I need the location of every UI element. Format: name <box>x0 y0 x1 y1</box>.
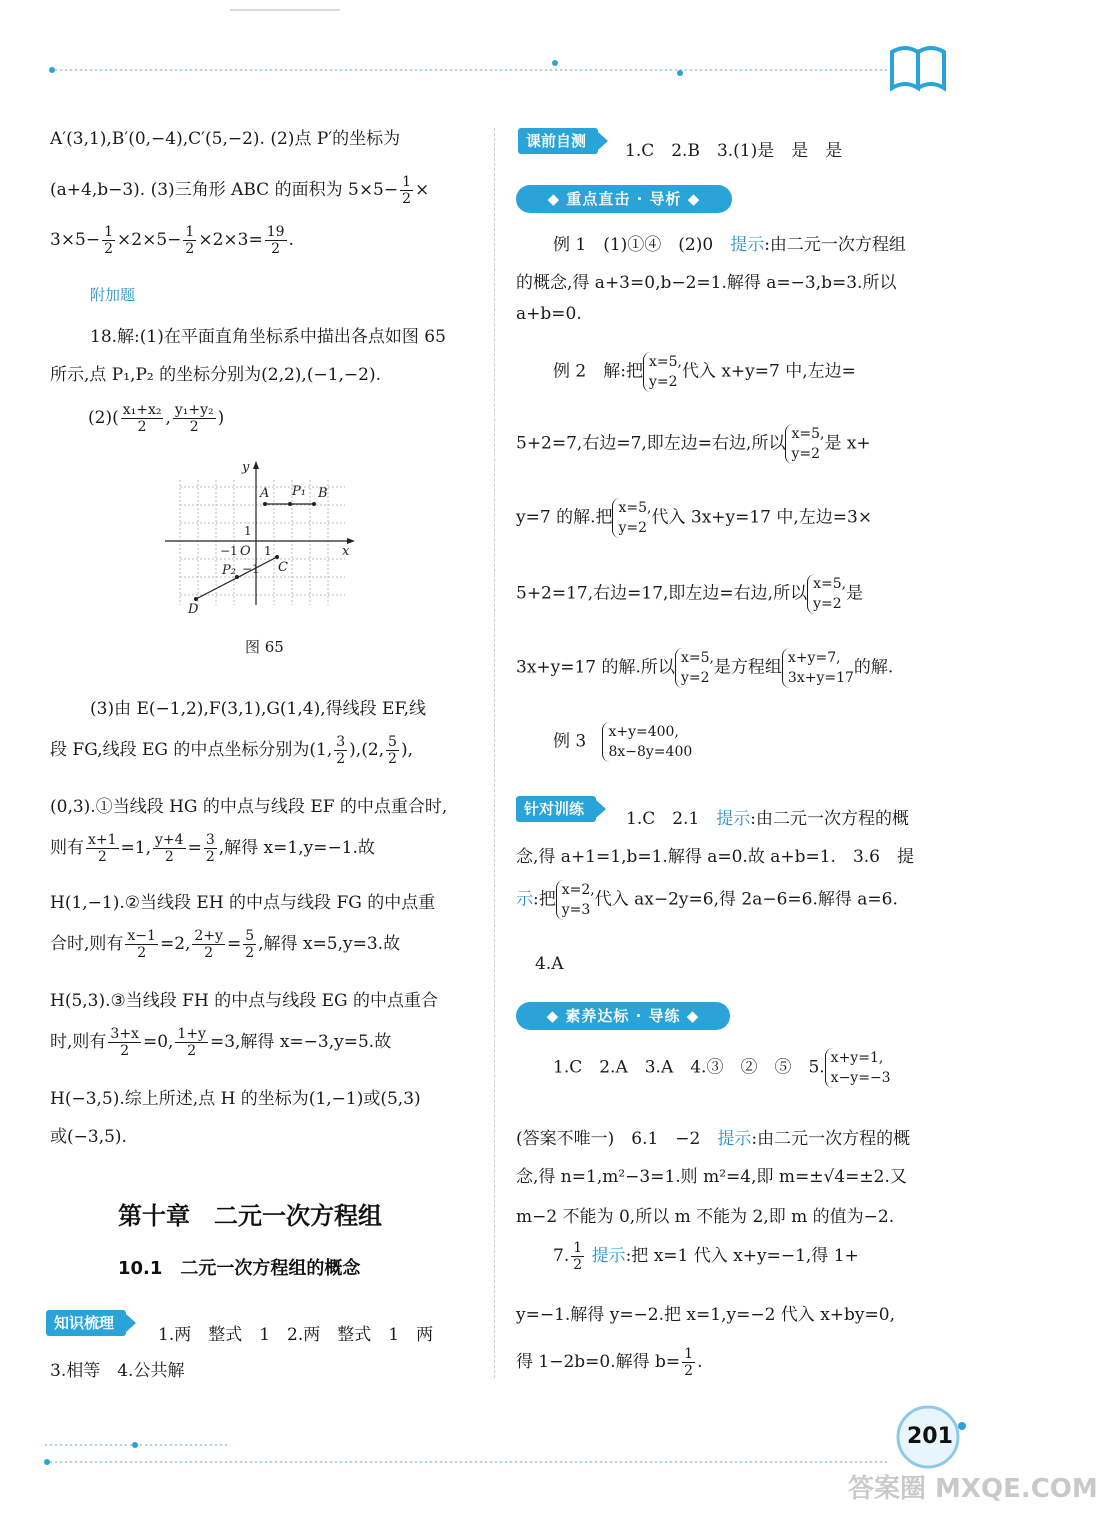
text: = <box>226 934 242 954</box>
equation-system: x=5, y=2 <box>675 648 714 688</box>
equation-system: x=2, y=3 <box>556 880 595 920</box>
hint-label: 提示 <box>716 809 751 829</box>
text: =1, <box>120 838 152 858</box>
q18-line-2: 所示,点 P₁,P₂ 的坐标分别为(2,2),(−1,−2). <box>50 365 382 385</box>
text: :由二元一次方程组 <box>764 235 906 255</box>
p3-line-9: H(−3,5).综上所述,点 H 的坐标为(1,−1)或(5,3) <box>50 1089 421 1109</box>
p3-line-4 <box>50 832 375 865</box>
fraction: $\frac{2+y}{2}$ <box>194 928 223 961</box>
hint-label: 提示 <box>591 1246 626 1266</box>
text: 是方程组 <box>713 657 782 678</box>
fraction: $\frac{5}{2}$ <box>245 928 255 961</box>
text: ,解得 x=1,y=−1.故 <box>218 838 375 858</box>
text: =2, <box>159 934 191 954</box>
fraction: $\frac{1}{2}$ <box>402 174 412 207</box>
hint-label: 提示 <box>717 1129 752 1149</box>
ex1-line-3: a+b=0. <box>516 304 582 324</box>
text: 的解. <box>853 657 894 678</box>
lit-line-2 <box>516 1124 910 1149</box>
hint-label: 示 <box>516 889 533 910</box>
text: ),(2, <box>349 740 385 760</box>
text: :把 x=1 代入 x+y=−1,得 1+ <box>625 1246 859 1266</box>
train-line-3 <box>516 880 898 920</box>
lit-line-7 <box>516 1346 702 1379</box>
text: 1.C 2.A 3.A 4.③ ② ⑤ 5. <box>553 1057 825 1078</box>
fraction: $\frac{1+y}{2}$ <box>177 1026 206 1059</box>
point-b <box>312 502 316 506</box>
ex2-line-3 <box>516 498 872 538</box>
text: 代入 ax−2y=6,得 2a−6=6.解得 a=6. <box>594 889 898 910</box>
tick-y-pos: 1 <box>244 524 252 538</box>
p3-line-10: 或(−3,5). <box>50 1127 127 1147</box>
lit-line-4: m−2 不能为 0,所以 m 不能为 2,即 m 的值为−2. <box>516 1207 895 1227</box>
text: =0, <box>142 1032 174 1052</box>
text: 是 x+ <box>824 433 871 454</box>
lit-line-6: y=−1.解得 y=−2.把 x=1,y=−2 代入 x+by=0, <box>516 1305 895 1325</box>
equation-system: x=5, y=2 <box>807 574 846 614</box>
p3-line-1: (3)由 E(−1,2),F(3,1),G(1,4),得线段 EF,线 <box>90 699 426 719</box>
lit-line-3: 念,得 n=1,m²−3=1.则 m²=4,即 m=±√4=±2.又 <box>516 1167 907 1187</box>
fraction: $\frac{3+x}{2}$ <box>110 1026 139 1059</box>
label-d: D <box>188 602 199 617</box>
tick-y-neg: −1 <box>242 562 260 576</box>
text: 代入 x+y=7 中,左边= <box>681 361 856 382</box>
label-a: A <box>260 486 270 501</box>
ex3 <box>553 722 692 762</box>
fraction: $\frac{5}{2}$ <box>388 734 397 767</box>
tag-pre-test: 课前自测 <box>518 128 598 154</box>
knowledge-line-2: 3.相等 4.公共解 <box>50 1361 185 1381</box>
figure-caption: 图 65 <box>245 638 284 656</box>
text: 是 <box>846 583 864 604</box>
text: 3×5− <box>50 230 101 250</box>
text: y=7 的解.把 <box>516 507 613 528</box>
equation-system: x=5, y=2 <box>643 352 682 392</box>
ex2-line-2 <box>516 424 871 464</box>
tag-training: 针对训练 <box>516 796 596 822</box>
ex1-line-2: 的概念,得 a+3=0,b−2=1.解得 a=−3,b=3.所以 <box>516 273 897 293</box>
ex2-line-5 <box>516 648 893 688</box>
equation-system: x+y=7, 3x+y=17 <box>782 648 854 688</box>
text: 时,则有 <box>50 1032 107 1052</box>
section-title: 10.1 二元一次方程组的概念 <box>118 1258 361 1279</box>
coordinate-figure <box>160 455 370 620</box>
extra-label: 附加题 <box>90 286 136 304</box>
text: 代入 3x+y=17 中,左边=3× <box>651 507 873 528</box>
text: 则有 <box>50 838 84 858</box>
tag-knowledge: 知识梳理 <box>46 1310 126 1336</box>
text: 得 1−2b=0.解得 b= <box>516 1352 681 1372</box>
book-icon <box>892 48 944 88</box>
text: (答案不唯一) 6.1 −2 <box>516 1129 718 1149</box>
equation-system: x=5, y=2 <box>785 424 824 464</box>
text: ), <box>400 740 414 760</box>
train-line-1 <box>626 804 909 829</box>
text: 5+2=7,右边=7,即左边=右边,所以 <box>516 433 786 454</box>
text: 1.C 2.1 <box>626 809 717 829</box>
fraction: $\frac{3}{2}$ <box>205 832 215 865</box>
knowledge-line-1: 1.两 整式 1 2.两 整式 1 两 <box>158 1325 434 1345</box>
x-axis-label: x <box>342 544 350 559</box>
point-a <box>263 502 267 506</box>
fraction: $\frac{3}{2}$ <box>336 734 346 767</box>
chapter-title: 第十章 二元一次方程组 <box>118 1202 382 1230</box>
tick-x-pos: 1 <box>264 544 272 558</box>
text: ×2×3= <box>198 230 263 250</box>
text: :把 <box>533 889 556 910</box>
equation-system: x+y=1, x−y=−3 <box>825 1048 891 1088</box>
train-line-4: 4.A <box>535 954 564 974</box>
text: . <box>697 1352 703 1372</box>
y-axis-label: y <box>242 460 250 475</box>
left-line-2: (a+4,b−3). (3)三角形 ABC 的面积为 5×5− $\frac{1}{2}$ × <box>50 174 430 207</box>
text: 段 FG,线段 EG 的中点坐标分别为(1, <box>50 740 333 760</box>
text: 例 1 (1)①④ (2)0 <box>553 235 731 255</box>
text: ×2×5− <box>117 230 182 250</box>
header-decoration <box>0 0 1027 100</box>
label-b: B <box>318 486 328 501</box>
fraction: $\frac{x+1}{2}$ <box>88 832 117 865</box>
pill-literacy: ◆ 素养达标 · 导练 ◆ <box>516 1002 730 1030</box>
pre-test-answers: 1.C 2.B 3.(1)是 是 是 <box>625 141 843 161</box>
ex1-line-1 <box>553 230 906 255</box>
p3-line-2 <box>50 734 413 767</box>
fraction: $\frac{19}{2}$ <box>266 224 285 257</box>
text: 例 2 解:把 <box>553 361 643 382</box>
text: ,解得 x=5,y=3.故 <box>258 934 401 954</box>
text: = <box>187 838 202 858</box>
q18-line-1: 18.解:(1)在平面直角坐标系中描出各点如图 65 <box>90 327 446 347</box>
fraction: $\frac{1}{2}$ <box>185 224 195 257</box>
text: :由二元一次方程的概 <box>750 809 909 829</box>
ex2-line-4 <box>516 574 863 614</box>
fraction: $\frac{1}{2}$ <box>573 1240 583 1273</box>
text: (a+4,b−3). (3)三角形 ABC 的面积为 5×5− <box>50 180 399 200</box>
text: 3x+y=17 的解.所以 <box>516 657 675 678</box>
equation-system: x=5, y=2 <box>612 498 651 538</box>
label-c: C <box>278 560 288 575</box>
lit-line-1 <box>553 1048 891 1088</box>
fraction: $\frac{\text{y₁+y₂}}{2}$ <box>174 402 214 435</box>
fraction: $\frac{1}{2}$ <box>684 1346 694 1379</box>
column-divider <box>494 128 495 1378</box>
train-line-2: 念,得 a+1=1,b=1.解得 a=0.故 a+b=1. 3.6 提 <box>516 847 914 867</box>
text: ) <box>217 408 225 428</box>
label-p2: P₂ <box>222 563 236 578</box>
text: :由二元一次方程的概 <box>751 1129 911 1149</box>
point-p1 <box>288 502 292 506</box>
p3-line-3: (0,3).①当线段 HG 的中点与线段 EF 的中点重合时, <box>50 797 448 817</box>
left-line-1: A′(3,1),B′(0,−4),C′(5,−2). (2)点 P′的坐标为 <box>50 129 401 149</box>
text: =3,解得 x=−3,y=5.故 <box>209 1032 392 1052</box>
page-number: 201 <box>907 1424 953 1449</box>
point-d <box>194 597 198 601</box>
text: (2)( <box>88 408 119 428</box>
left-line-3: 3×5− $\frac{1}{2}$ ×2×5− $\frac{1}{2}$ ×2×3= $\frac{19}{2}$ . <box>50 224 294 257</box>
label-p1: P₁ <box>292 484 306 499</box>
text: 5+2=17,右边=17,即左边=右边,所以 <box>516 583 808 604</box>
p3-line-5: H(1,−1).②当线段 EH 的中点与线段 FG 的中点重 <box>50 893 436 913</box>
hint-label: 提示 <box>730 235 765 255</box>
watermark: 答案圈 MXQE.COM <box>848 1474 1098 1504</box>
p3-line-7: H(5,3).③当线段 FH 的中点与线段 EG 的中点重合 <box>50 991 438 1011</box>
lit-line-5 <box>553 1240 859 1273</box>
fraction: $\frac{\text{x₁+x₂}}{2}$ <box>122 402 162 435</box>
text: 合时,则有 <box>50 934 124 954</box>
point-c <box>275 555 279 559</box>
pill-focus: ◆ 重点直击 · 导析 ◆ <box>516 185 732 213</box>
text: 例 3 <box>553 731 587 752</box>
fraction: $\frac{1}{2}$ <box>104 224 114 257</box>
p3-line-8 <box>50 1026 391 1059</box>
fraction: $\frac{x-1}{2}$ <box>127 928 156 961</box>
p3-line-6 <box>50 928 400 961</box>
equation-system: x+y=400, 8x−8y=400 <box>602 722 692 762</box>
fraction: $\frac{y+4}{2}$ <box>155 832 184 865</box>
origin-label: O <box>240 544 251 559</box>
q18-line-3: (2)( $\frac{\text{x₁+x₂}}{2}$ , $\frac{\text{y₁+y₂}}{2}$ ) <box>88 402 225 435</box>
text: 7. <box>553 1246 570 1266</box>
tick-x-neg: −1 <box>220 544 238 558</box>
ex2-line-1 <box>553 352 856 392</box>
